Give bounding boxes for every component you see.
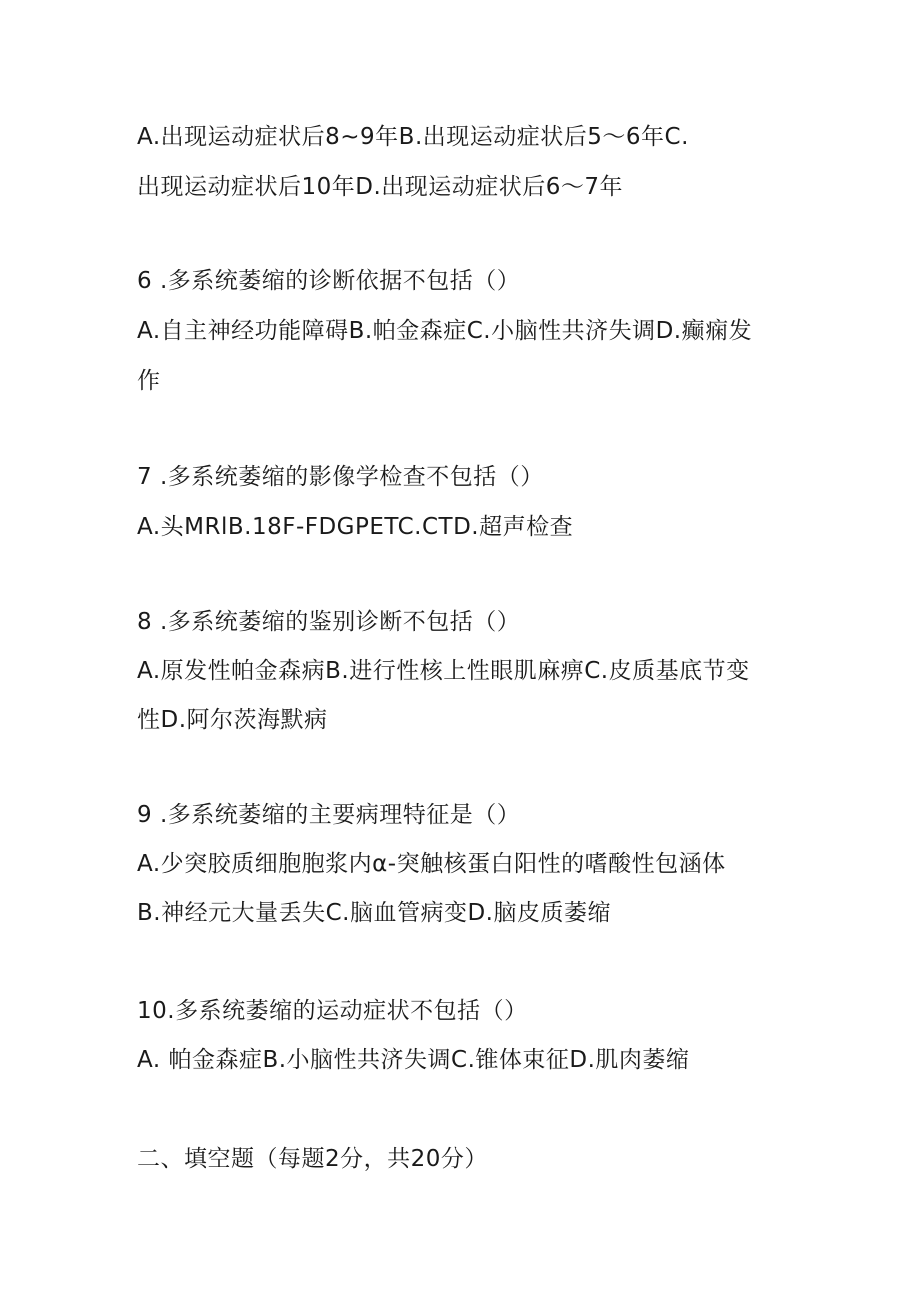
question5-options-line2: 出现运动症状后10年D.出现运动症状后6～7年: [137, 174, 624, 200]
question7-stem: 7 .多系统萎缩的影像学检查不包括（）: [137, 464, 544, 490]
question5-options-line1: A.出现运动症状后8~9年B.出现运动症状后5～6年C.: [137, 124, 689, 150]
question8-options-line1: A.原发性帕金森病B.进行性核上性眼肌麻痹C.皮质基底节变: [137, 658, 750, 684]
question10-stem: 10.多系统萎缩的运动症状不包括（）: [137, 998, 528, 1024]
question10-options-line1: A. 帕金森症B.小脑性共济失调C.锥体束征D.肌肉萎缩: [137, 1047, 690, 1073]
question9-options-line2: B.神经元大量丢失C.脑血管病变D.脑皮质萎缩: [137, 900, 611, 926]
question6-stem: 6 .多系统萎缩的诊断依据不包括（）: [137, 268, 521, 294]
question8-options-line2: 性D.阿尔茨海默病: [137, 707, 328, 733]
section2-heading: 二、填空题（每题2分，共20分）: [137, 1146, 488, 1172]
question6-options-line2: 作: [137, 368, 161, 394]
question9-options-line1: A.少突胶质细胞胞浆内α-突触核蛋白阳性的嗜酸性包涵体: [137, 851, 726, 877]
question7-options-line1: A.头MRlB.18F-FDGPETC.CTD.超声检查: [137, 514, 574, 540]
question9-stem: 9 .多系统萎缩的主要病理特征是（）: [137, 802, 521, 828]
question8-stem: 8 .多系统萎缩的鉴别诊断不包括（）: [137, 609, 521, 635]
question6-options-line1: A.自主神经功能障碍B.帕金森症C.小脑性共济失调D.癫痫发: [137, 318, 753, 344]
